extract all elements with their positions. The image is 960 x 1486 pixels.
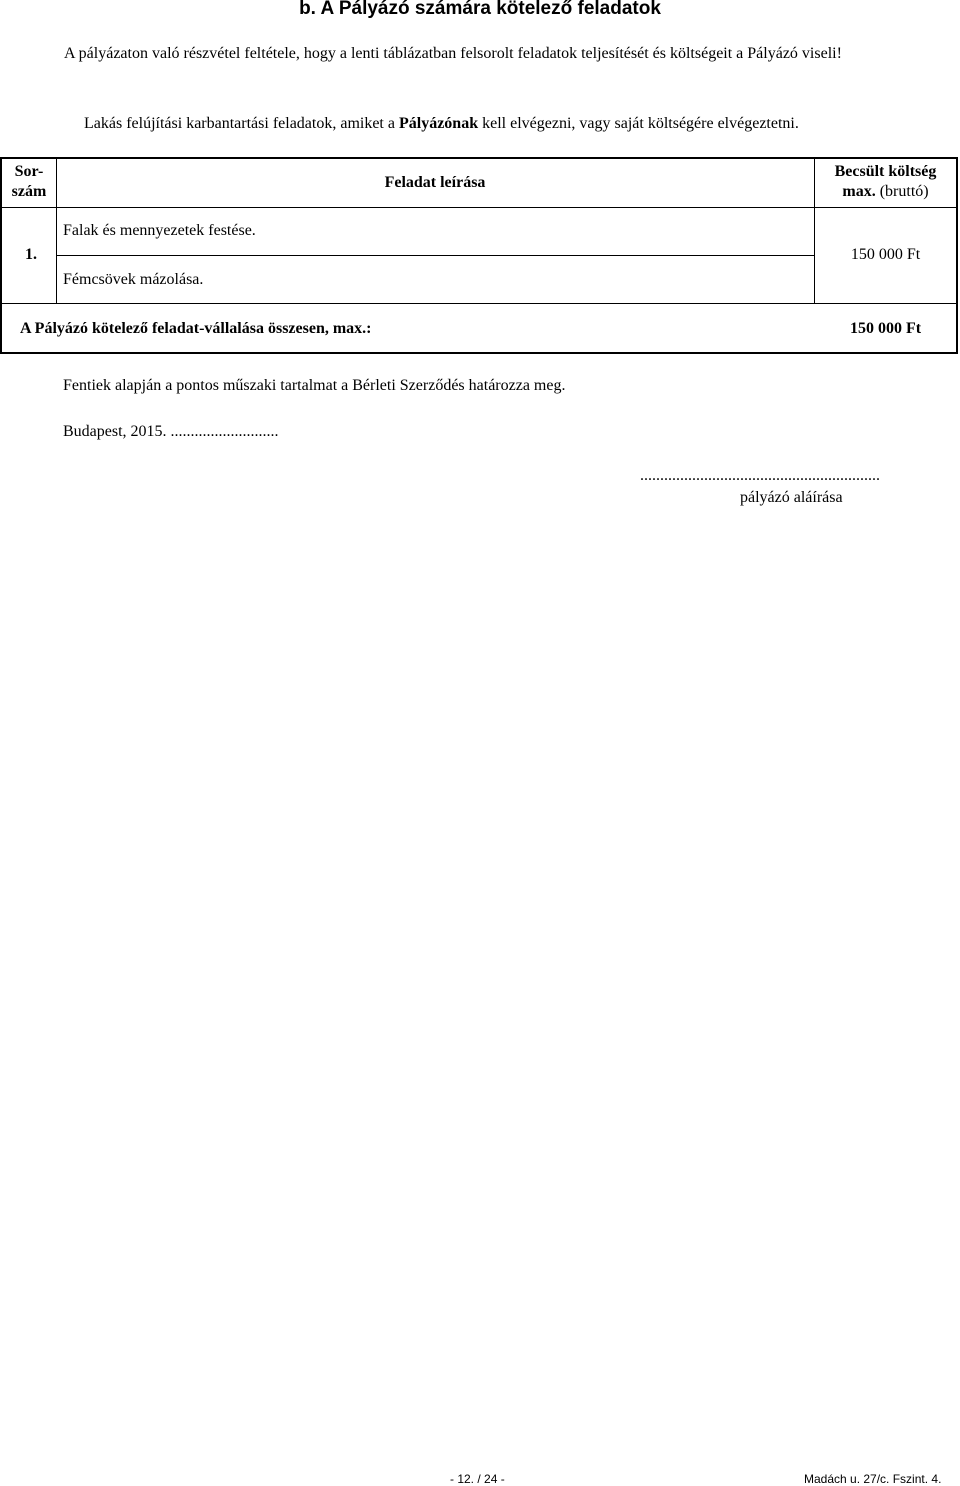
- subintro-paragraph: [84, 114, 799, 134]
- section-title: b. A Pályázó számára kötelező feladatok: [299, 0, 661, 19]
- task-table: [0, 157, 958, 354]
- subintro-before: Lakás felújítási karbantartási feladatok, amiket a: [84, 115, 399, 132]
- place-date: Budapest, 2015. ...........................: [63, 423, 279, 440]
- task-item-1: Falak és mennyezetek festése.: [63, 222, 256, 239]
- header-koltseg-line2: [815, 182, 956, 202]
- table-divider-total: [2, 303, 956, 304]
- intro-paragraph: A pályázaton való részvétel feltétele, hogy a lenti táblázatban felsorolt feladatok teljesítését és költségeit a Pályázó viseli!: [64, 45, 842, 62]
- header-koltseg: [815, 162, 956, 202]
- header-sorszam: [2, 162, 56, 202]
- header-koltseg-max: max.: [842, 183, 876, 200]
- header-koltseg-line1: Becsült költség: [834, 163, 937, 180]
- header-koltseg-brutto: (bruttó): [875, 183, 929, 200]
- total-label: A Pályázó kötelező feladat-vállalása összesen, max.:: [20, 320, 372, 337]
- header-sorszam-line2: szám: [11, 183, 47, 200]
- table-divider-header: [2, 207, 956, 208]
- header-feladat: Feladat leírása: [384, 174, 486, 191]
- row-number: 1.: [25, 246, 37, 263]
- subintro-after: kell elvégezni, vagy saját költségére elvégeztetni.: [478, 115, 799, 132]
- table-divider-task: [56, 255, 815, 256]
- task-item-2: Fémcsövek mázolása.: [63, 271, 204, 288]
- signature-dots: ............................................................: [640, 467, 880, 484]
- page-number: - 12. / 24 -: [450, 1472, 505, 1486]
- subintro-bold: Pályázónak: [398, 115, 479, 132]
- signature-label: pályázó aláírása: [740, 489, 843, 506]
- total-value: 150 000 Ft: [849, 320, 922, 337]
- row-cost: 150 000 Ft: [850, 246, 921, 263]
- footer-address: Madách u. 27/c. Fszint. 4.: [804, 1472, 942, 1486]
- header-sorszam-line1: Sor-: [14, 163, 44, 180]
- closing-paragraph: Fentiek alapján a pontos műszaki tartalmat a Bérleti Szerződés határozza meg.: [63, 377, 566, 394]
